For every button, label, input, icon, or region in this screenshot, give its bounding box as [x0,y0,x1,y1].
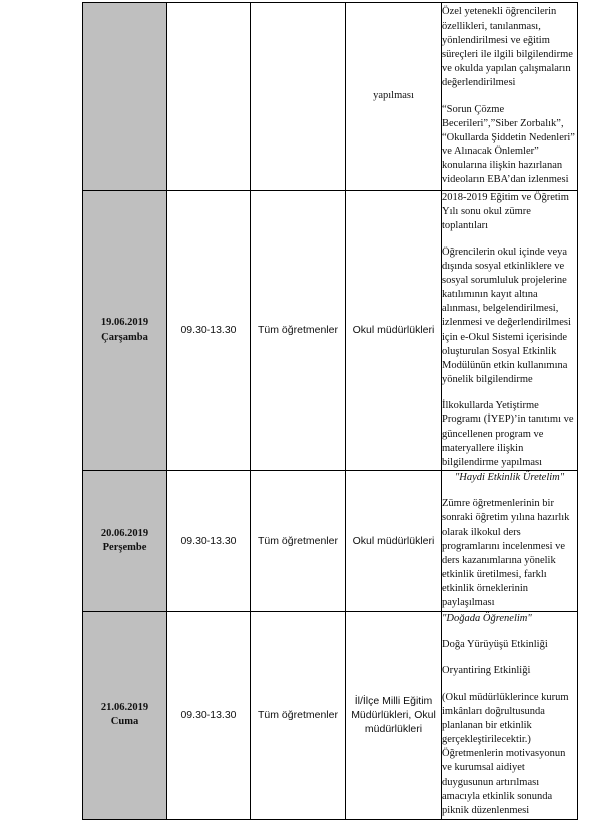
description-paragraph: (Okul müdürlüklerince kurum imkânları doğrultusunda planlanan bir etkinlik gerçekleştirilecektir.) Öğretmenlerin motivasyonun ve kurumsal aidiyet duygusunun artırılması amacıyla etkinlik sonunda piknik düzenlenmesi [442,691,569,816]
time-cell: 09.30-13.30 [167,611,251,819]
participants-cell: Tüm öğretmenler [251,191,346,471]
time-cell [167,3,251,191]
description-heading: "Doğada Öğrenelim" [442,613,532,625]
location-cell: Okul müdürlükleri [346,191,442,471]
date-cell [83,611,167,819]
description-paragraph: Zümre öğretmenlerinin bir sonraki öğretim yılına hazırlık olarak ilkokul ders programlarını incelenmesi ve ders kazanımlarına yönelik etkinlik üretilmesi, farklı etkinlik örneklerinin paylaşılması [442,498,570,609]
description-cell [442,3,578,191]
schedule-table [82,2,578,820]
day-text: Cuma [110,716,139,728]
date-cell [83,191,167,471]
participants-cell: Tüm öğretmenler [251,611,346,819]
description-cell [442,191,578,471]
location-cell: Okul müdürlükleri [346,471,442,612]
date-cell [83,471,167,612]
day-text: Perşembe [102,541,147,553]
table-row [83,3,578,191]
description-paragraph: Öğrencilerin okul içinde veya dışında sosyal etkinliklere ve sosyal sorumluluk projelerine katılımının kayıt altına alınması, belgelendirilmesi, izlenmesi ve değerlendirilmesi için e-Okul Sistemi içerisinde oluşturulan Sosyal Etkinlik Modülünün etkin kullanımına yönelik bilgilendirme [442,246,571,386]
date-text: 21.06.2019 [100,701,149,713]
time-cell: 09.30-13.30 [167,471,251,612]
time-cell: 09.30-13.30 [167,191,251,471]
description-paragraph: “Sorun Çözme Becerileri”,”Siber Zorbalık”, “Okullarda Şiddetin Nedenleri” ve Alınacak Önlemler” konularına ilişkin hazırlanan videoların EBA’dan izlenmesi [442,103,575,186]
description-paragraph: Oryantiring Etkinliği [442,665,531,677]
day-text: Çarşamba [101,331,148,343]
description-heading: "Haydi Etkinlik Üretelim" [454,472,565,484]
table-row [83,611,578,819]
location-cell: yapılması [346,3,442,191]
date-text: 20.06.2019 [100,527,149,539]
participants-cell: Tüm öğretmenler [251,471,346,612]
location-cell: İl/İlçe Milli Eğitim Müdürlükleri, Okul müdürlükleri [346,611,442,819]
date-text: 19.06.2019 [100,317,149,329]
description-paragraph: Doğa Yürüyüşü Etkinliği [442,639,548,651]
description-cell [442,471,578,612]
description-cell [442,611,578,819]
participants-cell [251,3,346,191]
table-row [83,191,578,471]
table-row [83,471,578,612]
description-paragraph: Özel yetenekli öğrencilerin özellikleri, tanılanması, yönlendirilmesi ve eğitim süreçleri ile ilgili bilgilendirme ve okulda yapılan çalışmaların değerlendirilmesi [442,6,573,89]
date-cell [83,3,167,191]
description-paragraph: 2018-2019 Eğitim ve Öğretim Yılı sonu okul zümre toplantıları [442,192,569,232]
description-paragraph: İlkokullarda Yetiştirme Programı (İYEP)’in tanıtımı ve güncellenen program ve materyallere ilişkin bilgilendirme yapılması [442,400,574,468]
